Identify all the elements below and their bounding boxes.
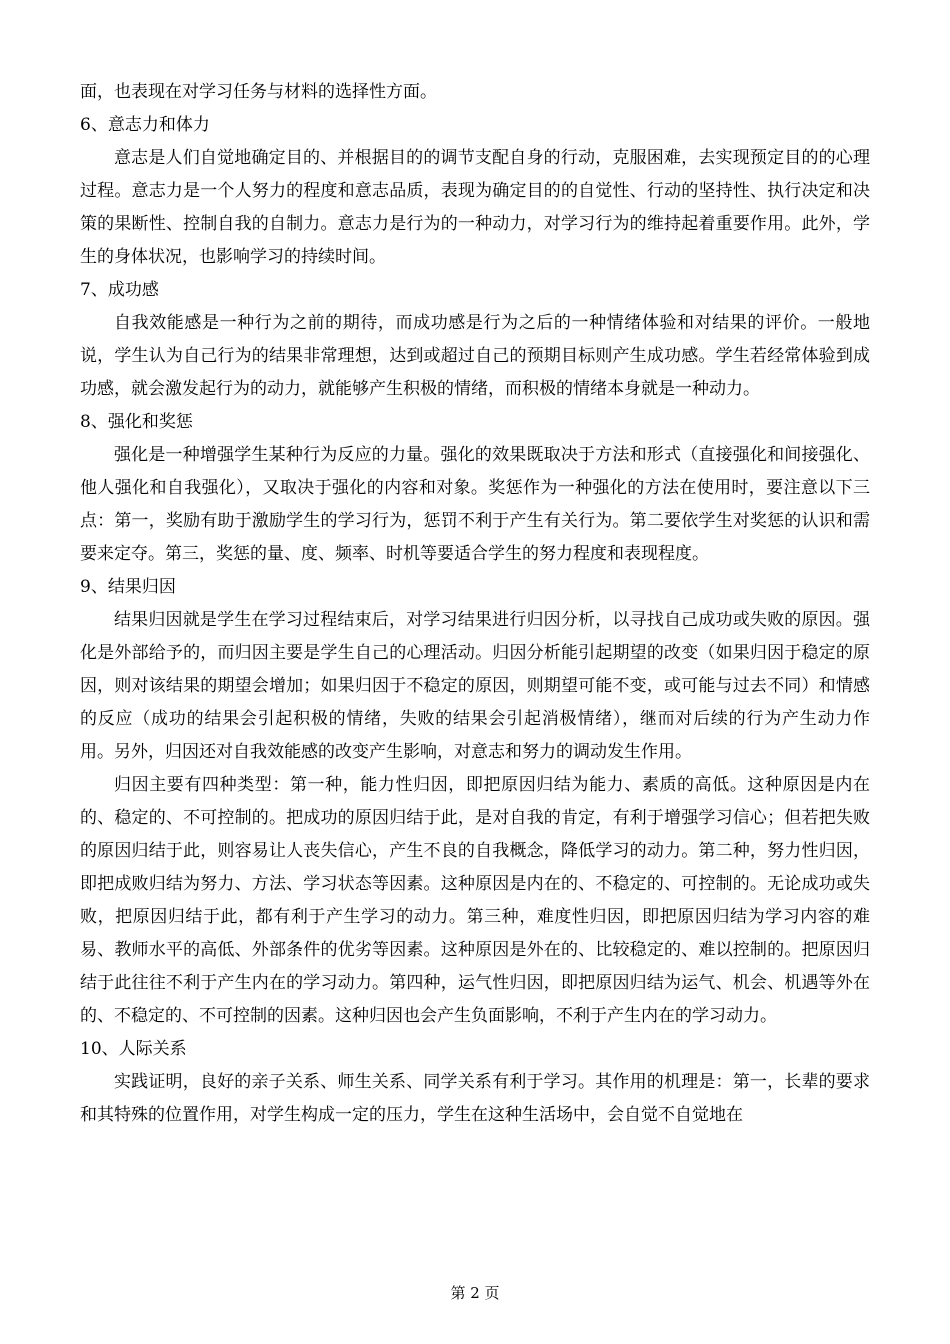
continuation-text: 面，也表现在对学习任务与材料的选择性方面。 (80, 82, 437, 102)
section-8 (80, 406, 870, 571)
section-6 (80, 109, 870, 274)
section-paragraph: 结果归因就是学生在学习过程结束后，对学习结果进行归因分析，以寻找自己成功或失败的原因。强化是外部给予的，而归因主要是学生自己的心理活动。归因分析能引起期望的改变（如果归因于稳定的原因，则对该结果的期望会增加；如果归因于不稳定的原因，则期望可能不变，或可能与过去不同）和情感的反应（成功的结果会引起积极的情绪，失败的结果会引起消极情绪），继而对后续的行为产生动力作用。另外，归因还对自我效能感的改变产生影响，对意志和努力的调动发生作用。 (80, 610, 870, 762)
section-paragraph: 实践证明，良好的亲子关系、师生关系、同学关系有利于学习。其作用的机理是：第一，长辈的要求和其特殊的位置作用，对学生构成一定的压力，学生在这种生活场中，会自觉不自觉地在 (80, 1072, 870, 1125)
section-10 (80, 1033, 870, 1132)
page-number: 第 2 页 (450, 1284, 500, 1302)
section-9 (80, 571, 870, 1033)
section-paragraph: 归因主要有四种类型：第一种，能力性归因，即把原因归结为能力、素质的高低。这种原因是内在的、稳定的、不可控制的。把成功的原因归结于此，是对自我的肯定，有利于增强学习信心；但若把失败的原因归结于此，则容易让人丧失信心，产生不良的自我概念，降低学习的动力。第二种，努力性归因，即把成败归结为努力、方法、学习状态等因素。这种原因是内在的、不稳定的、可控制的。无论成功或失败，把原因归结于此，都有利于产生学习的动力。第三种，难度性归因，即把原因归结为学习内容的难易、教师水平的高低、外部条件的优劣等因素。这种原因是外在的、比较稳定的、难以控制的。把原因归结于此往往不利于产生内在的学习动力。第四种，运气性归因，即把原因归结为运气、机会、机遇等外在的、不稳定的、不可控制的因素。这种归因也会产生负面影响，不利于产生内在的学习动力。 (80, 775, 870, 1026)
section-paragraph: 意志是人们自觉地确定目的、并根据目的的调节支配自身的行动，克服困难，去实现预定目的的心理过程。意志力是一个人努力的程度和意志品质，表现为确定目的的自觉性、行动的坚持性、执行决定和决策的果断性、控制自我的自制力。意志力是行为的一种动力，对学习行为的维持起着重要作用。此外，学生的身体状况，也影响学习的持续时间。 (80, 148, 870, 267)
section-heading: 8、强化和奖惩 (80, 412, 193, 432)
section-paragraph: 自我效能感是一种行为之前的期待，而成功感是行为之后的一种情绪体验和对结果的评价。一般地说，学生认为自己行为的结果非常理想，达到或超过自己的预期目标则产生成功感。学生若经常体验到成功感，就会激发起行为的动力，就能够产生积极的情绪，而积极的情绪本身就是一种动力。 (80, 313, 870, 399)
section-heading: 10、人际关系 (80, 1039, 187, 1059)
document-body (80, 76, 870, 1132)
section-paragraph: 强化是一种增强学生某种行为反应的力量。强化的效果既取决于方法和形式（直接强化和间接强化、他人强化和自我强化），又取决于强化的内容和对象。奖惩作为一种强化的方法在使用时，要注意以下三点：第一，奖励有助于激励学生的学习行为，惩罚不利于产生有关行为。第二要依学生对奖惩的认识和需要来定夺。第三，奖惩的量、度、频率、时机等要适合学生的努力程度和表现程度。 (80, 445, 870, 564)
section-7 (80, 274, 870, 406)
section-heading: 9、结果归因 (80, 577, 176, 597)
section-heading: 6、意志力和体力 (80, 115, 210, 135)
section-heading: 7、成功感 (80, 280, 159, 300)
